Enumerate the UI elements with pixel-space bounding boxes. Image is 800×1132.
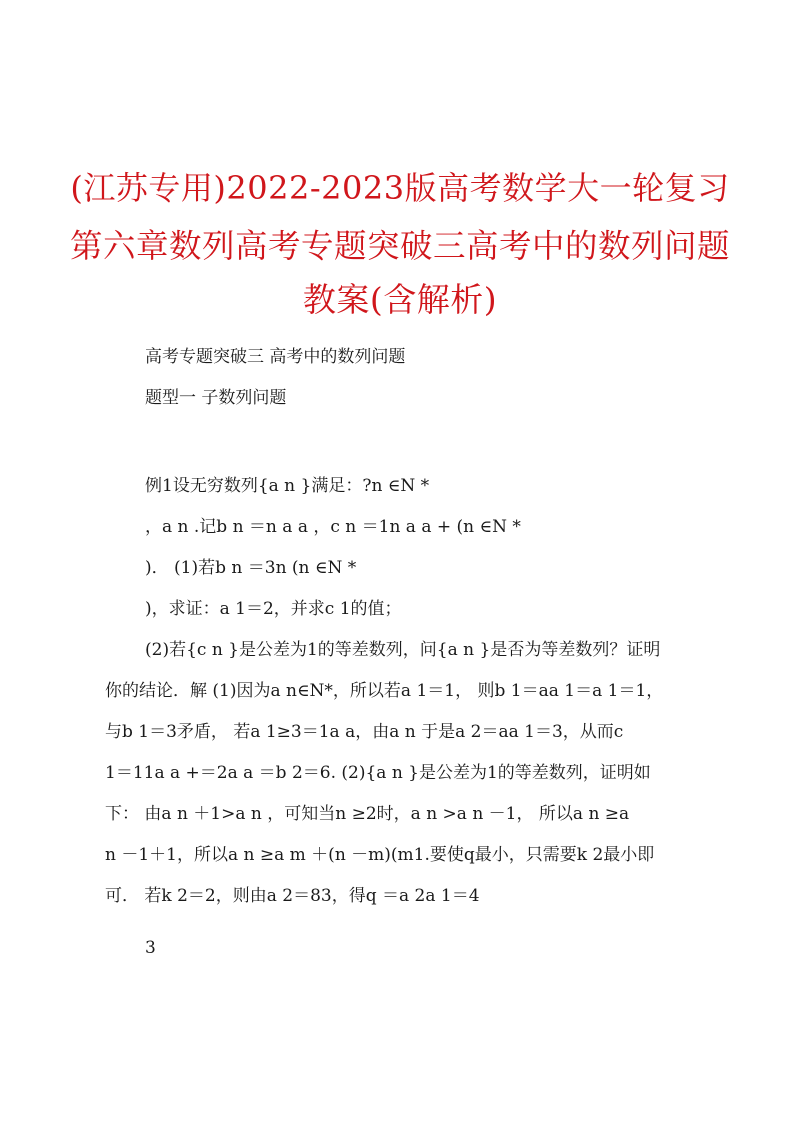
document-title-line-2: 第六章数列高考专题突破三高考中的数列问题 (70, 227, 731, 265)
solution-line-5: n －1＋1，所以a n ≥a m ＋(n －m)(m1.要使q最小，只需要k 2最小即 (105, 845, 655, 865)
solution-line-4: 下： 由a n ＋1>a n ，可知当n ≥2时，a n >a n －1， 所以a n ≥a (105, 804, 630, 824)
type-title: 题型一 子数列问题 (145, 388, 287, 408)
example-line-3: )． (1)若b n ＝3n (n ∈N * (145, 558, 357, 578)
solution-line-6: 可． 若k 2＝2，则由a 2＝83，得q ＝a 2a 1＝4 (105, 886, 480, 906)
section-title: 高考专题突破三 高考中的数列问题 (145, 347, 406, 367)
example-line-4: )，求证：a 1＝2，并求c 1的值； (145, 599, 402, 619)
example-line-5: (2)若{c n }是公差为1的等差数列，问{a n }是否为等差数列？证明 (145, 640, 661, 660)
solution-line-1: 你的结论．解 (1)因为a n∈N*，所以若a 1＝1， 则b 1＝aa 1＝a 1＝1， (105, 681, 664, 701)
page-number: 3 (145, 938, 156, 958)
example-line-1: 例1设无穷数列{a n }满足：?n ∈N * (145, 476, 430, 496)
document-title-line-3: 教案(含解析) (302, 280, 498, 319)
solution-line-3: 1＝11a a +＝2a a ＝b 2＝6. (2){a n }是公差为1的等差数列，证明如 (105, 763, 651, 783)
example-line-2: ，a n .记b n ＝n a a ，c n ＝1n a a + (n ∈N * (145, 517, 521, 537)
solution-line-2: 与b 1＝3矛盾， 若a 1≥3＝1a a，由a n 于是a 2＝aa 1＝3，从而c (105, 722, 624, 742)
document-title-line-1: (江苏专用)2022-2023版高考数学大一轮复习 (70, 169, 730, 207)
